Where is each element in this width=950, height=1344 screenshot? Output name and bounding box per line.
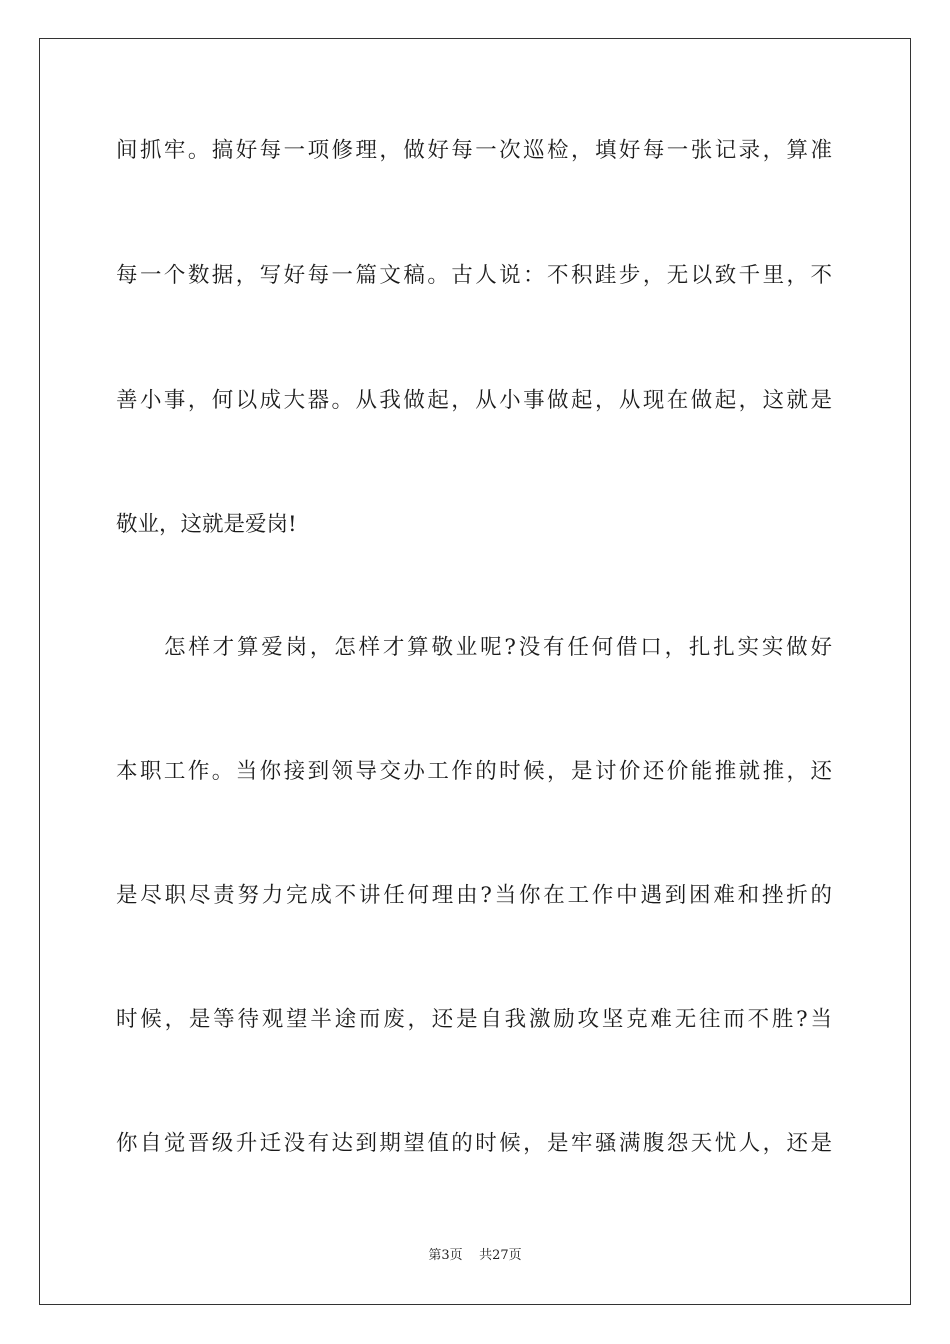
text-line: 敬业，这就是爱岗! bbox=[116, 512, 297, 537]
text-line: 每一个数据，写好每一篇文稿。古人说：不积跬步，无以致千里，不 bbox=[116, 263, 832, 288]
page-footer bbox=[0, 1247, 950, 1265]
paragraph-first-line: 怎样才算爱岗，怎样才算敬业呢?没有任何借口，扎扎实实做好 bbox=[164, 635, 832, 660]
text-line: 本职工作。当你接到领导交办工作的时候，是讨价还价能推就推，还 bbox=[116, 759, 832, 784]
page-total: 共27页 bbox=[479, 1248, 522, 1263]
text-line: 善小事，何以成大器。从我做起，从小事做起，从现在做起，这就是 bbox=[116, 388, 832, 413]
page-number: 第3页 bbox=[428, 1248, 463, 1263]
text-line: 时候，是等待观望半途而废，还是自我激励攻坚克难无往而不胜?当 bbox=[116, 1007, 832, 1032]
text-line: 是尽职尽责努力完成不讲任何理由?当你在工作中遇到困难和挫折的 bbox=[116, 883, 832, 908]
text-line: 你自觉晋级升迁没有达到期望值的时候，是牢骚满腹怨天忧人，还是 bbox=[116, 1131, 832, 1156]
page-border bbox=[39, 38, 911, 1305]
text-line: 间抓牢。搞好每一项修理，做好每一次巡检，填好每一张记录，算准 bbox=[116, 138, 832, 163]
